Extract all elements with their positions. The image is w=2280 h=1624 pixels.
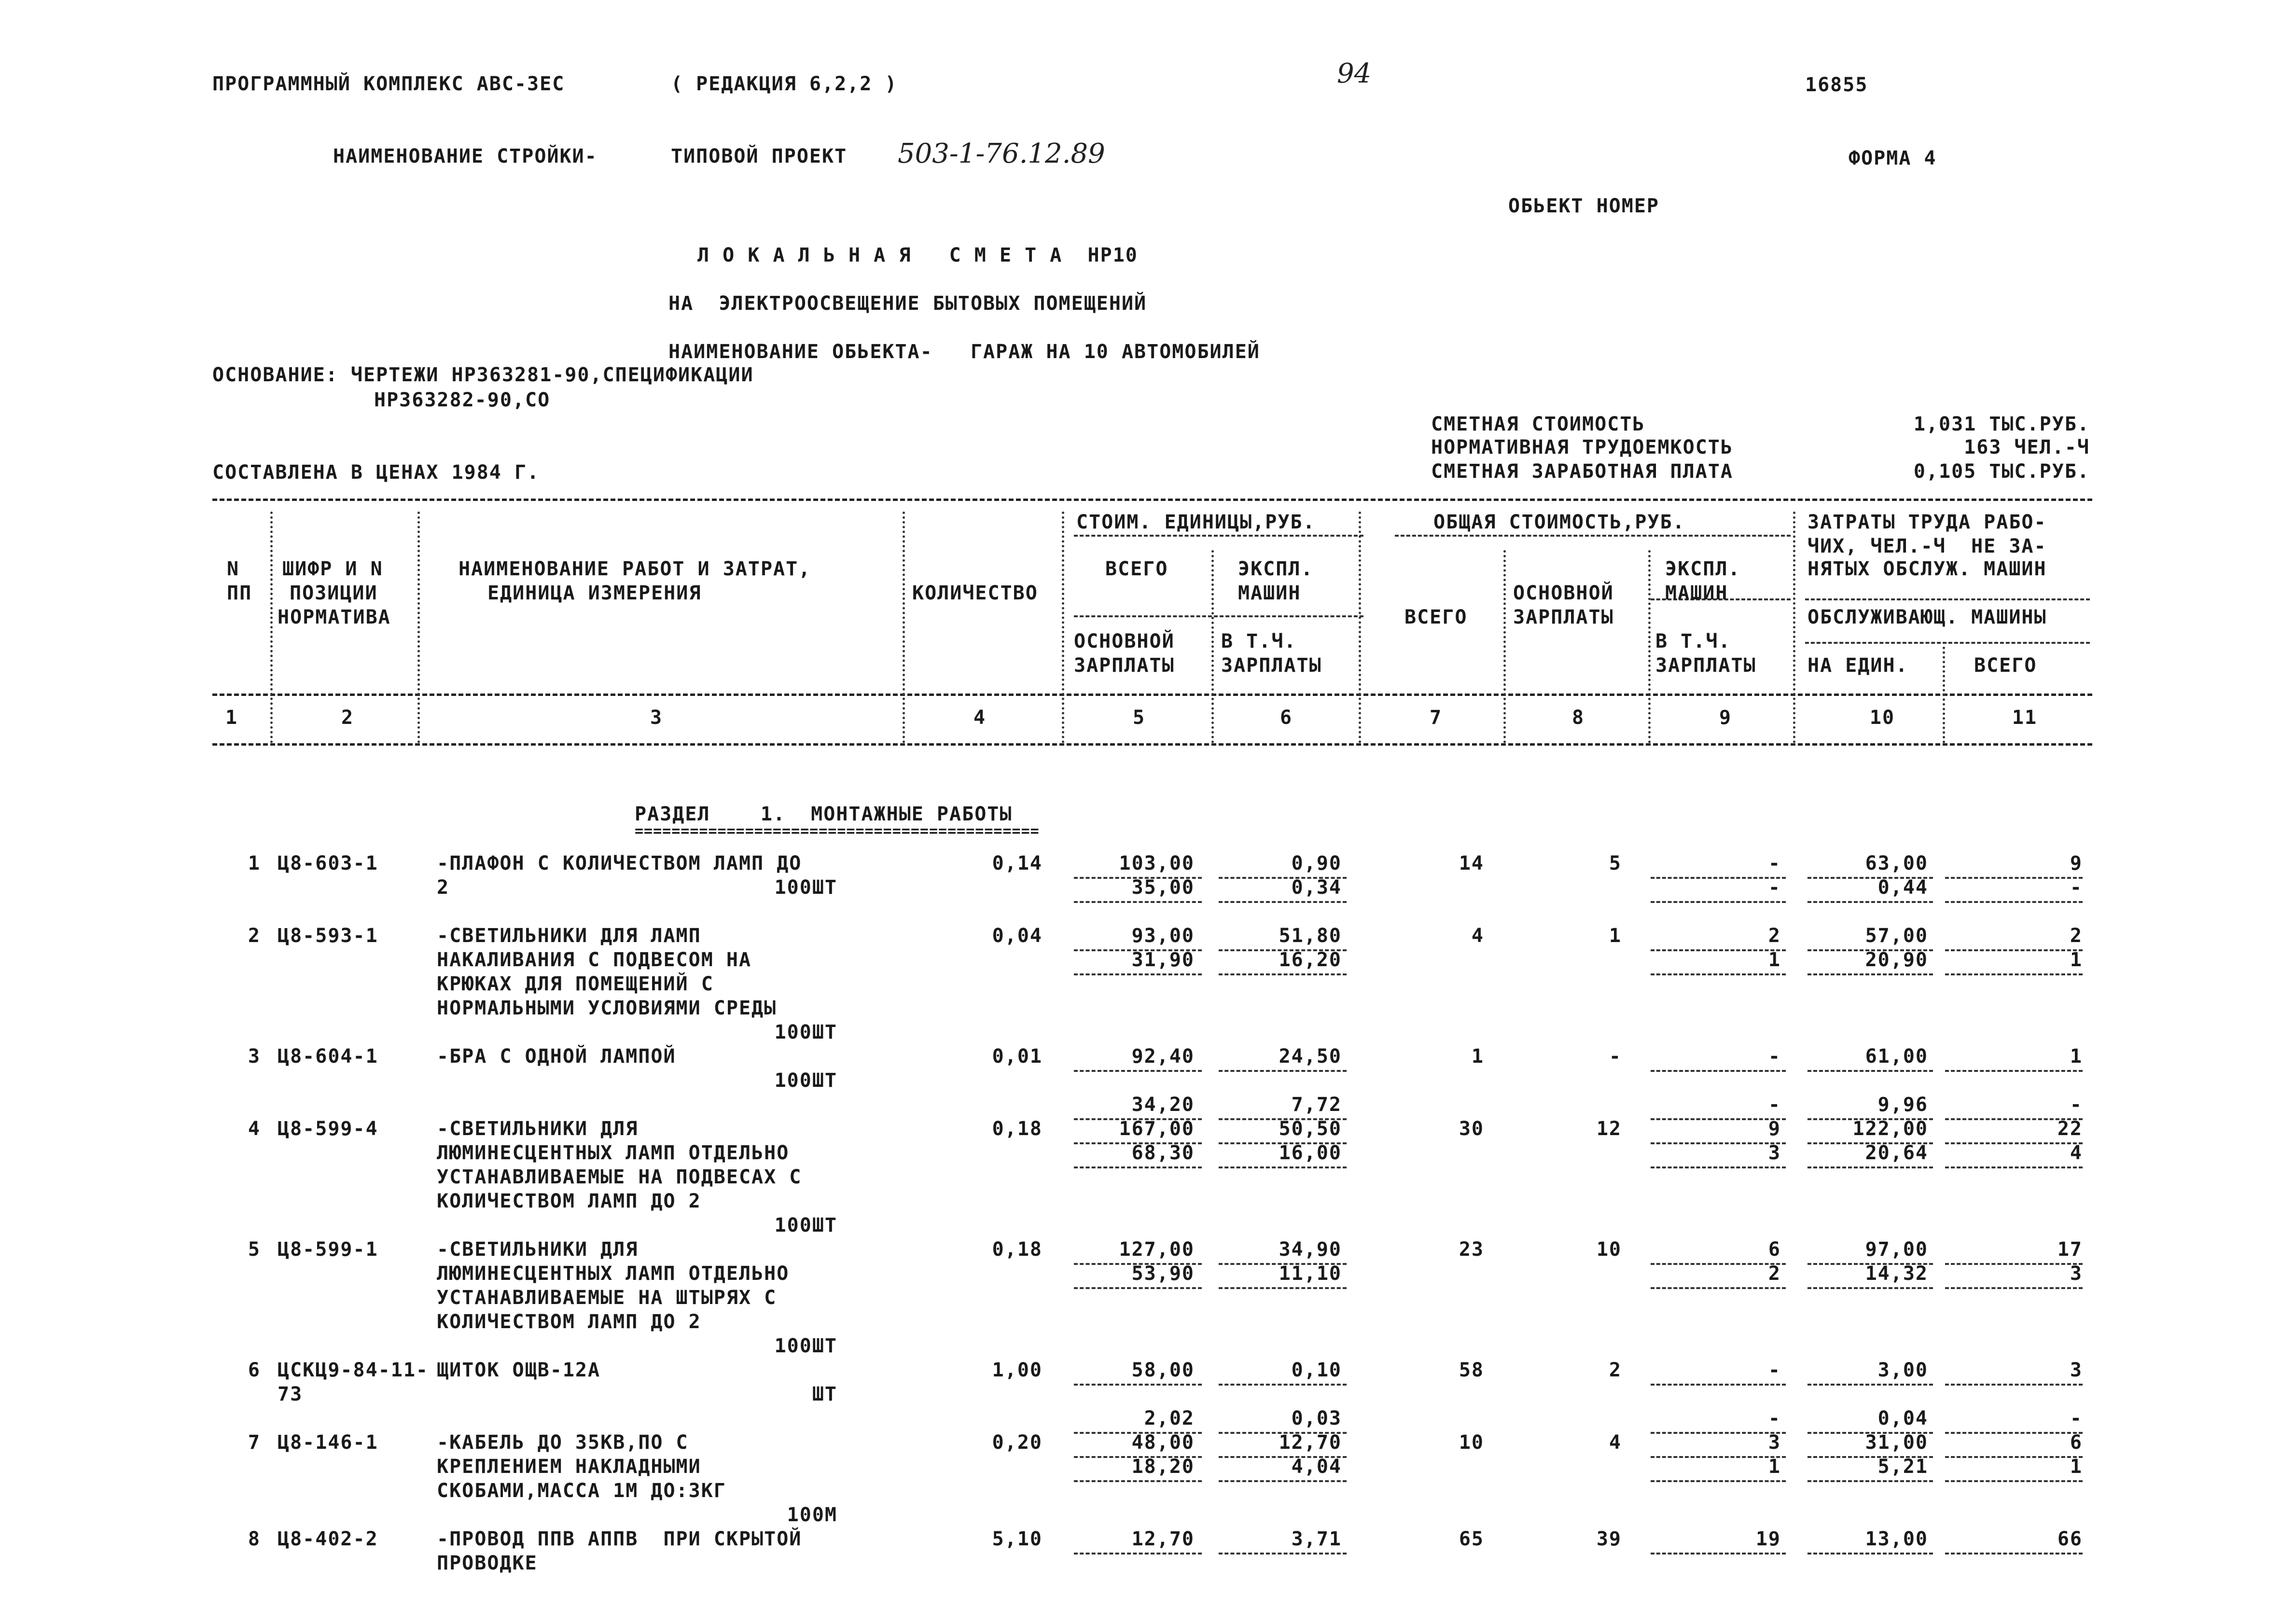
row-code: Ц8-599-1 [278,1238,378,1261]
program-name: ПРОГРАММНЫЙ КОМПЛЕКС АВС-3ЕС [212,73,565,95]
value-underline [1945,901,2083,903]
row-unit: 100М [787,1504,837,1526]
row-code: Ц8-402-2 [278,1528,378,1550]
row-tc-incl: 2 [1768,1263,1781,1285]
th-tc-base-1: ОСНОВНОЙ [1513,582,1614,604]
row-code: Ц8-603-1 [278,852,378,874]
value-underline [1651,949,1786,951]
row-tc-expl: 3 [1768,1431,1781,1454]
row-uc-base: 2,02 [1144,1407,1195,1430]
row-labor-total-2: - [2070,1094,2083,1116]
value-underline [1219,1480,1347,1482]
value-underline [1945,1287,2083,1289]
section-title: РАЗДЕЛ 1. МОНТАЖНЫЕ РАБОТЫ [635,803,1013,825]
th-tc-incl-1: В Т.Ч. [1655,630,1731,652]
form-number: ФОРМА 4 [1849,147,1937,169]
row-labor-unit-2: 9,96 [1877,1094,1928,1116]
row-labor-unit: 61,00 [1865,1045,1928,1068]
row-uc-expl: 50,50 [1279,1118,1342,1140]
row-name-line: КОЛИЧЕСТВОМ ЛАМП ДО 2 [437,1190,701,1212]
value-underline [1651,1287,1786,1289]
object-number: ОБЬЕКТ НОМЕР [1508,195,1659,217]
row-uc-total: 92,40 [1131,1045,1195,1068]
value-underline [1651,1070,1786,1072]
value-underline [1807,901,1933,903]
row-labor-unit-2: 20,90 [1865,949,1928,971]
row-labor-unit-2: 5,21 [1877,1456,1928,1478]
row-qty: 5,10 [992,1528,1043,1550]
row-tc-expl: 2 [1768,925,1781,947]
value-underline [1074,901,1202,903]
col-sep [270,512,273,743]
value-underline [1651,1142,1786,1144]
row-name-line: -СВЕТИЛЬНИКИ ДЛЯ [437,1118,639,1140]
summary-value-wages: 0,105 ТЫС.РУБ. [1913,460,2090,483]
row-name-line: СКОБАМИ,МАССА 1М ДО:3КГ [437,1480,726,1502]
row-name-line: НОРМАЛЬНЫМИ УСЛОВИЯМИ СРЕДЫ [437,997,777,1019]
row-tc-total: 65 [1459,1528,1484,1550]
col-sep [1359,512,1361,743]
th-tc-incl-2: ЗАРПЛАТЫ [1655,654,1756,677]
value-underline [1807,1384,1933,1386]
page-subtitle: НА ЭЛЕКТРООСВЕЩЕНИЕ БЫТОВЫХ ПОМЕЩЕНИЙ [668,292,1147,315]
row-labor-unit-2: 20,64 [1865,1142,1928,1164]
col-number: 2 [341,707,354,729]
row-tc-expl: - [1768,1045,1781,1068]
row-code: ЦСКЦ9-84-11- [278,1359,429,1381]
value-underline [1074,1166,1202,1168]
row-labor-total: 66 [2057,1528,2083,1550]
summary-value-labor: 163 ЧЕЛ.-Ч [1964,436,2090,458]
document-code: 16855 [1805,74,1868,96]
row-unit: 100ШТ [774,876,837,899]
basis-line-1: ОСНОВАНИЕ: ЧЕРТЕЖИ НР363281-90,СПЕЦИФИКАЦИИ [212,364,754,386]
basis-line-2: НР363282-90,СО [374,389,551,411]
value-underline [1807,1287,1933,1289]
col-number: 6 [1279,707,1293,729]
row-unit: 100ШТ [774,1069,837,1092]
table-top-rule [212,499,2092,501]
row-tc-expl: 19 [1755,1528,1781,1550]
th-npp-2: ПП [227,582,252,604]
value-underline [1651,1553,1786,1555]
row-tc-total: 10 [1459,1431,1484,1454]
summary-label-cost: СМЕТНАЯ СТОИМОСТЬ [1431,413,1645,435]
row-uc-incl: 4,04 [1291,1456,1342,1478]
row-qty: 0,18 [992,1118,1043,1140]
row-uc-expl: 12,70 [1279,1431,1342,1454]
value-underline [1651,1480,1786,1482]
value-underline [1651,1263,1786,1265]
row-tc-total: 30 [1459,1118,1484,1140]
row-labor-unit: 13,00 [1865,1528,1928,1550]
row-labor-total-2: 1 [2070,949,2083,971]
row-tc-base: 1 [1609,925,1622,947]
value-underline [1651,973,1786,975]
row-labor-total-2: 3 [2070,1263,2083,1285]
row-labor-total-2: 1 [2070,1456,2083,1478]
row-name-line: -БРА С ОДНОЙ ЛАМПОЙ [437,1045,676,1068]
row-tc-incl: - [1768,1407,1781,1430]
value-underline [1074,1070,1202,1072]
value-underline [1945,973,2083,975]
row-uc-incl: 0,03 [1291,1407,1342,1430]
row-uc-expl: 0,10 [1291,1359,1342,1381]
value-underline [1945,1480,2083,1482]
row-labor-unit: 3,00 [1877,1359,1928,1381]
col-number: 5 [1132,707,1146,729]
row-uc-total: 167,00 [1119,1118,1195,1140]
row-name-line: УСТАНАВЛИВАЕМЫЕ НА ШТЫРЯХ С [437,1287,777,1309]
construction-value: ТИПОВОЙ ПРОЕКТ [671,145,848,167]
row-code: Ц8-599-4 [278,1118,378,1140]
value-underline [1945,1070,2083,1072]
value-underline [1219,973,1347,975]
row-uc-expl: 51,80 [1279,925,1342,947]
row-code: Ц8-146-1 [278,1431,378,1454]
row-labor-total: 6 [2070,1431,2083,1454]
value-underline [1945,1432,2083,1434]
row-unit: 100ШТ [774,1214,837,1236]
row-labor-unit: 63,00 [1865,852,1928,874]
th-uc-incl-2: ЗАРПЛАТЫ [1221,654,1322,677]
prices-basis: СОСТАВЛЕНА В ЦЕНАХ 1984 Г. [212,461,540,484]
value-underline [1651,901,1786,903]
th-labor-1: ЗАТРАТЫ ТРУДА РАБО- [1807,511,2047,533]
row-labor-total-2: - [2070,1407,2083,1430]
row-uc-expl: 34,90 [1279,1238,1342,1261]
value-underline [1651,1118,1786,1120]
value-underline [1945,1142,2083,1144]
col-sep [1062,512,1064,743]
row-qty: 1,00 [992,1359,1043,1381]
value-underline [1219,1070,1347,1072]
row-uc-base: 68,30 [1131,1142,1195,1164]
col-sep [1648,550,1651,743]
col-sep [1211,550,1214,743]
th-labor-4: ОБСЛУЖИВАЮЩ. МАШИНЫ [1807,606,2047,628]
th-uc-incl-1: В Т.Ч. [1221,630,1297,652]
row-uc-total: 58,00 [1131,1359,1195,1381]
th-tc-base-2: ЗАРПЛАТЫ [1513,606,1614,628]
th-labor-2: ЧИХ, ЧЕЛ.-Ч НЕ ЗА- [1807,535,2047,557]
section-underline: ============================================ [635,823,1040,840]
value-underline [1807,1553,1933,1555]
row-uc-incl: 11,10 [1279,1263,1342,1285]
row-qty: 0,14 [992,852,1043,874]
row-labor-total: 1 [2070,1045,2083,1068]
row-labor-total-2: 4 [2070,1142,2083,1164]
row-labor-total-2: - [2070,876,2083,899]
row-name-line: КРЕПЛЕНИЕМ НАКЛАДНЫМИ [437,1456,701,1478]
value-underline [1651,877,1786,879]
value-underline [1945,877,2083,879]
value-underline [1651,1384,1786,1386]
row-uc-total: 48,00 [1131,1431,1195,1454]
row-name-line: КОЛИЧЕСТВОМ ЛАМП ДО 2 [437,1311,701,1333]
th-uc-expl-1: ЭКСПЛ. [1238,558,1314,580]
row-name-line: ЩИТОК ОЩВ-12А [437,1359,601,1381]
edition: ( РЕДАКЦИЯ 6,2,2 ) [671,73,898,95]
row-unit: 100ШТ [774,1021,837,1043]
value-underline [1945,1166,2083,1168]
value-underline [1074,1384,1202,1386]
row-code-cont: 73 [278,1383,303,1405]
value-underline [1945,949,2083,951]
row-number: 2 [248,925,261,947]
row-unit: ШТ [812,1383,837,1405]
row-labor-total: 3 [2070,1359,2083,1381]
th-labor-total: ВСЕГО [1974,654,2037,677]
row-name-line: ЛЮМИНЕСЦЕНТНЫХ ЛАМП ОТДЕЛЬНО [437,1142,790,1164]
col-sep [1793,512,1795,743]
col-number: 3 [650,707,663,729]
th-tc-total: ВСЕГО [1404,606,1468,628]
value-underline [1945,1553,2083,1555]
row-name-line: -ПРОВОД ППВ АППВ ПРИ СКРЫТОЙ [437,1528,802,1550]
th-total-cost: ОБЩАЯ СТОИМОСТЬ,РУБ. [1433,511,1685,533]
project-number-handwritten: 503-1-76.12.89 [898,138,1105,169]
summary-label-wages: СМЕТНАЯ ЗАРАБОТНАЯ ПЛАТА [1431,460,1733,483]
total-cost-rule [1395,535,1791,537]
row-tc-incl: - [1768,1094,1781,1116]
value-underline [1651,1166,1786,1168]
row-qty: 0,01 [992,1045,1043,1068]
value-underline [1945,1384,2083,1386]
value-underline [1074,1553,1202,1555]
row-uc-base: 18,20 [1131,1456,1195,1478]
row-labor-total: 17 [2057,1238,2083,1261]
row-number: 1 [248,852,261,874]
row-name-line: ПРОВОДКЕ [437,1552,538,1574]
object-name: НАИМЕНОВАНИЕ ОБЬЕКТА- ГАРАЖ НА 10 АВТОМОБИЛЕЙ [668,341,1260,363]
value-underline [1945,1456,2083,1458]
row-tc-base: 2 [1609,1359,1622,1381]
construction-label: НАИМЕНОВАНИЕ СТРОЙКИ- [333,145,598,167]
row-name-line: КРЮКАХ ДЛЯ ПОМЕЩЕНИЙ С [437,973,714,995]
row-code: Ц8-604-1 [278,1045,378,1068]
value-underline [1219,901,1347,903]
row-tc-base: 39 [1596,1528,1622,1550]
row-tc-expl: - [1768,1359,1781,1381]
row-uc-total: 12,70 [1131,1528,1195,1550]
value-underline [1807,973,1933,975]
col-sep [1943,647,1945,743]
col-sep [903,512,905,743]
row-qty: 0,18 [992,1238,1043,1261]
row-number: 7 [248,1431,261,1454]
value-underline [1651,1456,1786,1458]
row-tc-total: 1 [1471,1045,1484,1068]
row-name-line: ЛЮМИНЕСЦЕНТНЫХ ЛАМП ОТДЕЛЬНО [437,1263,790,1285]
row-labor-total: 22 [2057,1118,2083,1140]
col-sep [1503,550,1506,743]
row-uc-incl: 7,72 [1291,1094,1342,1116]
row-tc-incl: 1 [1768,1456,1781,1478]
col-number: 7 [1429,707,1443,729]
col-number: 4 [973,707,987,729]
summary-label-labor: НОРМАТИВНАЯ ТРУДОЕМКОСТЬ [1431,436,1733,458]
th-code-2: ПОЗИЦИИ [290,582,378,604]
th-code-1: ШИФР И N [282,558,383,580]
row-tc-total: 23 [1459,1238,1484,1261]
labor-rule-2 [1805,642,2090,644]
row-tc-base: 5 [1609,852,1622,874]
row-tc-base: 12 [1596,1118,1622,1140]
row-tc-total: 14 [1459,852,1484,874]
row-qty: 0,04 [992,925,1043,947]
row-uc-base: 34,20 [1131,1094,1195,1116]
unit-cost-rule-2 [1074,615,1363,617]
th-tc-expl-2: МАШИН [1665,582,1728,604]
value-underline [1219,1384,1347,1386]
row-uc-total: 103,00 [1119,852,1195,874]
th-name-2: ЕДИНИЦА ИЗМЕРЕНИЯ [487,582,702,604]
row-code: Ц8-593-1 [278,925,378,947]
th-labor-3: НЯТЫХ ОБСЛУЖ. МАШИН [1807,558,2047,580]
row-qty: 0,20 [992,1431,1043,1454]
th-uc-base-1: ОСНОВНОЙ [1074,630,1175,652]
row-labor-unit-2: 0,04 [1877,1407,1928,1430]
summary-value-cost: 1,031 ТЫС.РУБ. [1913,413,2090,435]
row-name-line: -СВЕТИЛЬНИКИ ДЛЯ ЛАМП [437,925,701,947]
row-tc-expl: 9 [1768,1118,1781,1140]
row-number: 4 [248,1118,261,1140]
page-title: Л О К А Л Ь Н А Я С М Е Т А НР10 [697,244,1138,266]
th-tc-expl-1: ЭКСПЛ. [1665,558,1741,580]
row-tc-incl: 1 [1768,949,1781,971]
value-underline [1074,1287,1202,1289]
row-name-line: -ПЛАФОН С КОЛИЧЕСТВОМ ЛАМП ДО [437,852,802,874]
col-number: 8 [1571,707,1585,729]
value-underline [1807,1070,1933,1072]
col-number: 10 [1869,707,1895,729]
row-uc-expl: 24,50 [1279,1045,1342,1068]
labor-rule [1805,598,2090,600]
row-tc-total: 58 [1459,1359,1484,1381]
th-uc-expl-2: МАШИН [1238,582,1301,604]
unit-cost-rule [1074,535,1363,537]
row-labor-unit: 31,00 [1865,1431,1928,1454]
row-name-line: -СВЕТИЛЬНИКИ ДЛЯ [437,1238,639,1261]
row-name-line: -КАБЕЛЬ ДО 35КВ,ПО С [437,1431,689,1454]
value-underline [1807,1480,1933,1482]
row-labor-unit-2: 0,44 [1877,876,1928,899]
header-bottom-rule [212,694,2092,696]
row-tc-expl: - [1768,852,1781,874]
row-labor-unit-2: 14,32 [1865,1263,1928,1285]
th-unit-cost: СТОИМ. ЕДИНИЦЫ,РУБ. [1076,511,1316,533]
row-labor-total: 9 [2070,852,2083,874]
column-numbers-rule [212,743,2092,746]
row-name-line: УСТАНАВЛИВАЕМЫЕ НА ПОДВЕСАХ С [437,1166,802,1188]
th-qty: КОЛИЧЕСТВО [912,582,1038,604]
page-number-handwritten: 94 [1337,58,1372,89]
value-underline [1219,1553,1347,1555]
th-code-3: НОРМАТИВА [278,606,391,628]
row-uc-incl: 0,34 [1291,876,1342,899]
th-name-1: НАИМЕНОВАНИЕ РАБОТ И ЗАТРАТ, [459,558,811,580]
row-uc-incl: 16,20 [1279,949,1342,971]
row-tc-expl: 6 [1768,1238,1781,1261]
row-uc-incl: 16,00 [1279,1142,1342,1164]
row-tc-incl: - [1768,876,1781,899]
row-name-line: 2 [437,876,450,899]
row-number: 3 [248,1045,261,1068]
row-unit: 100ШТ [774,1335,837,1357]
col-number: 1 [225,707,238,729]
col-sep [417,512,420,743]
row-uc-expl: 3,71 [1291,1528,1342,1550]
row-uc-base: 31,90 [1131,949,1195,971]
row-labor-total: 2 [2070,925,2083,947]
row-uc-expl: 0,90 [1291,852,1342,874]
value-underline [1807,1166,1933,1168]
value-underline [1219,1166,1347,1168]
row-number: 6 [248,1359,261,1381]
row-number: 8 [248,1528,261,1550]
col-number: 11 [2012,707,2038,729]
row-number: 5 [248,1238,261,1261]
row-name-line: НАКАЛИВАНИЯ С ПОДВЕСОМ НА [437,949,752,971]
row-uc-total: 127,00 [1119,1238,1195,1261]
row-labor-unit: 97,00 [1865,1238,1928,1261]
th-uc-total: ВСЕГО [1105,558,1168,580]
th-labor-unit: НА ЕДИН. [1807,654,1908,677]
row-tc-base: 4 [1609,1431,1622,1454]
row-tc-base: 10 [1596,1238,1622,1261]
value-underline [1651,1432,1786,1434]
th-uc-base-2: ЗАРПЛАТЫ [1074,654,1175,677]
row-labor-unit: 122,00 [1852,1118,1928,1140]
value-underline [1219,1287,1347,1289]
th-npp-1: N [227,558,240,580]
row-tc-incl: 3 [1768,1142,1781,1164]
value-underline [1074,1480,1202,1482]
row-uc-base: 35,00 [1131,876,1195,899]
row-tc-total: 4 [1471,925,1484,947]
row-labor-unit: 57,00 [1865,925,1928,947]
row-uc-total: 93,00 [1131,925,1195,947]
row-tc-base: - [1609,1045,1622,1068]
value-underline [1945,1263,2083,1265]
col-number: 9 [1719,707,1732,729]
row-uc-base: 53,90 [1131,1263,1195,1285]
value-underline [1074,973,1202,975]
